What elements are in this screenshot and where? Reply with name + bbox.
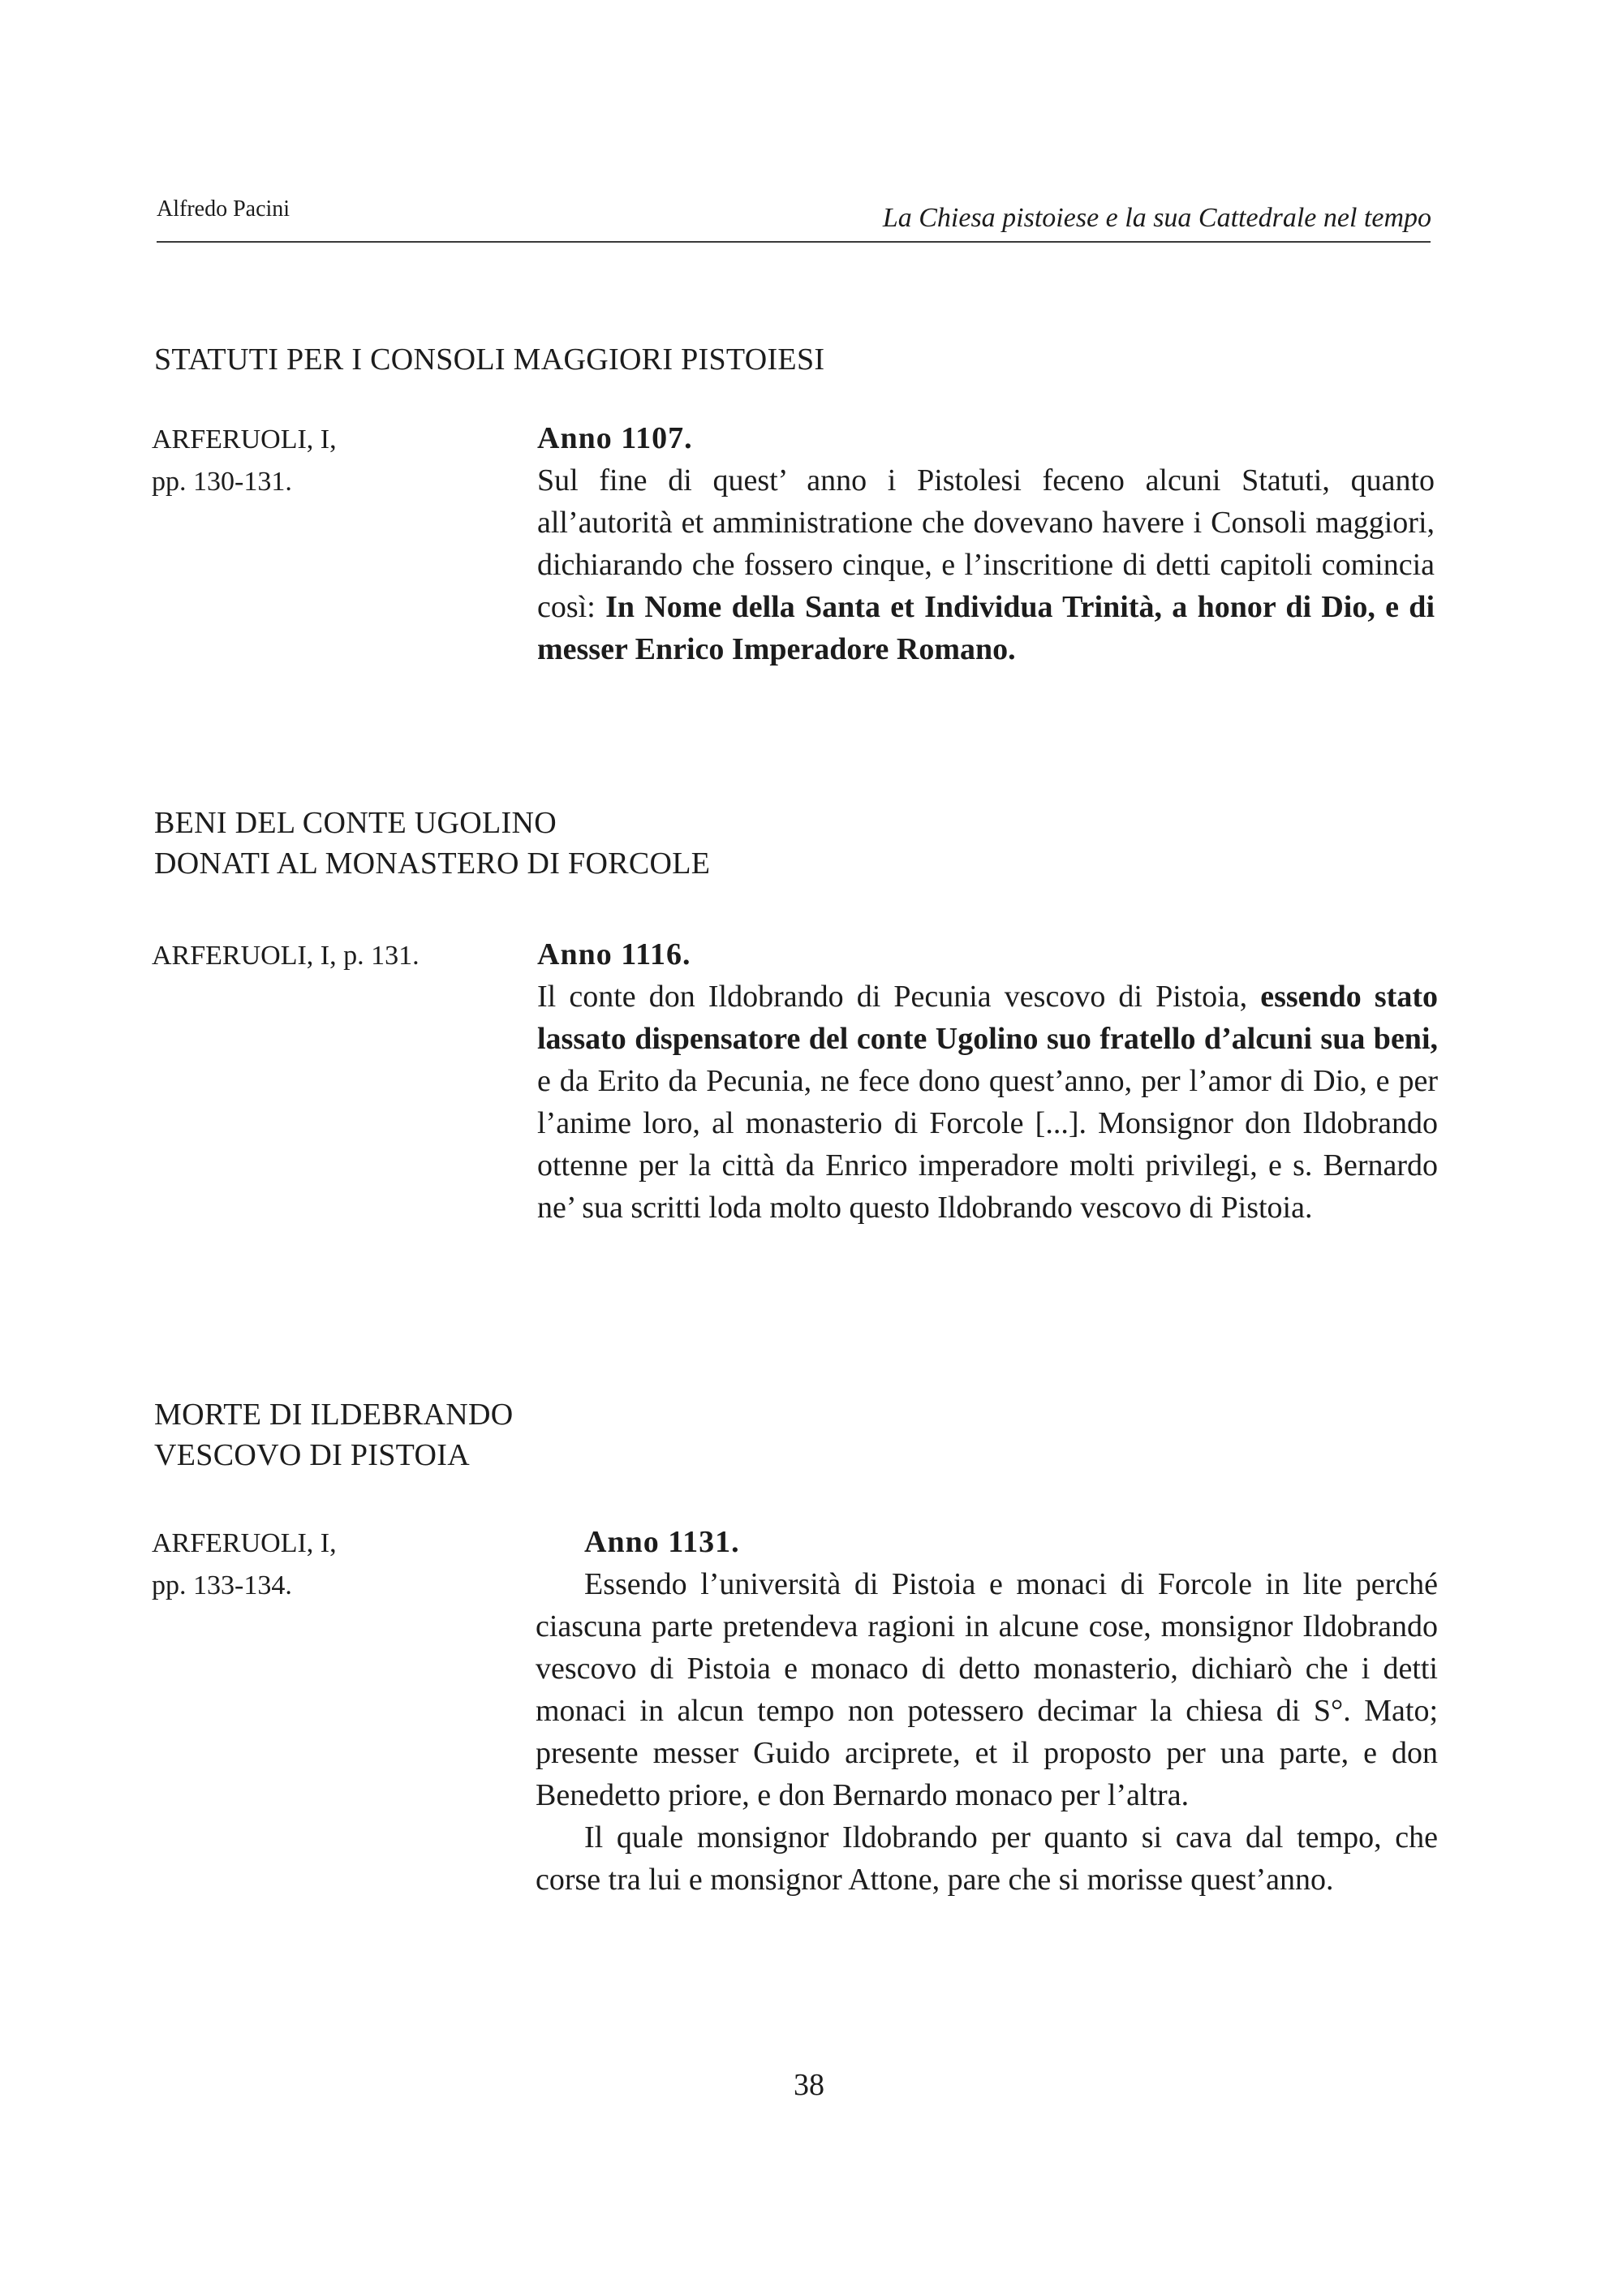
section-title-line: STATUTI PER I CONSOLI MAGGIORI PISTOIESI [154, 342, 825, 377]
source-reference [152, 935, 420, 977]
entry-text: e da Erito da Pecunia, ne fece dono quest’anno, per l’amor di Dio, e per l’anime loro, al monasterio di Forcole [...]. Monsignor don Ildobrando ottenne per la città da Enrico imperadore molti privilegi, e s. Bernardo ne’ sua scritti loda molto questo Ildobrando vescovo di Pistoia. [537, 1064, 1438, 1225]
section-title-line: BENI DEL CONTE UGOLINO [154, 806, 557, 840]
source-reference [152, 419, 337, 503]
source-line: pp. 133-134. [152, 1570, 292, 1600]
section-title-line: DONATI AL MONASTERO DI FORCOLE [154, 846, 711, 881]
source-line: ARFERUOLI, I, [152, 424, 337, 454]
entry-text: Il conte don Ildobrando di Pecunia vescovo di Pistoia, [537, 980, 1261, 1014]
entry-year: Anno 1131. [584, 1525, 740, 1559]
entry-year: Anno 1116. [537, 937, 691, 971]
running-header-author: Alfredo Pacini [157, 196, 290, 222]
source-line: ARFERUOLI, I, [152, 1528, 337, 1558]
source-line: pp. 130-131. [152, 467, 292, 497]
entry-1107 [537, 417, 1435, 670]
entry-bold-quote: In Nome della Santa et Individua Trinità, a honor di Dio, e di messer Enrico Imperadore Romano. [537, 590, 1435, 666]
entry-paragraph [537, 459, 1435, 670]
source-line: ARFERUOLI, I, p. 131. [152, 941, 420, 971]
entry-bold-phrase: essendo stato lassato dispensatore del conte Ugolino suo fratello d’alcuni sua beni, [537, 980, 1438, 1056]
entry-1131 [536, 1521, 1438, 1901]
entry-paragraph: Il quale monsignor Ildobrando per quanto si cava dal tempo, che corse tra lui e monsignor Attone, pare che si morisse quest’anno. [536, 1820, 1438, 1897]
entry-year: Anno 1107. [537, 421, 693, 455]
running-header-title: La Chiesa pistoiese e la sua Cattedrale nel tempo [882, 203, 1431, 233]
section-title-statuti [154, 339, 824, 380]
source-reference [152, 1523, 337, 1607]
section-title-morte [154, 1394, 514, 1475]
page-number: 38 [794, 2068, 824, 2102]
entry-text: Sul fine di quest’ anno i Pistolesi feceno alcuni Statuti, quanto all’autorità et amministratione che dovevano havere i Consoli maggiori, dichiarando che fossero cinque, e l’inscritione di detti capitoli comincia così: [537, 463, 1435, 624]
section-title-beni [154, 803, 710, 884]
entry-paragraph [537, 976, 1438, 1229]
entry-paragraph: Essendo l’università di Pistoia e monaci di Forcole in lite perché ciascuna parte pretendeva ragioni in alcune cose, monsignor Ildobrando vescovo di Pistoia e monaco di detto monasterio, dichiarò che i detti monaci in alcun tempo non potessero decimar la chiesa di S°. Mato; presente messer Guido arciprete, et il proposto per una parte, e don Benedetto priore, e don Bernardo monaco per l’altra. [536, 1567, 1438, 1812]
header-divider [157, 241, 1431, 243]
section-title-line: MORTE DI ILDEBRANDO [154, 1398, 514, 1432]
entry-1116 [537, 933, 1438, 1229]
section-title-line: VESCOVO DI PISTOIA [154, 1438, 470, 1472]
